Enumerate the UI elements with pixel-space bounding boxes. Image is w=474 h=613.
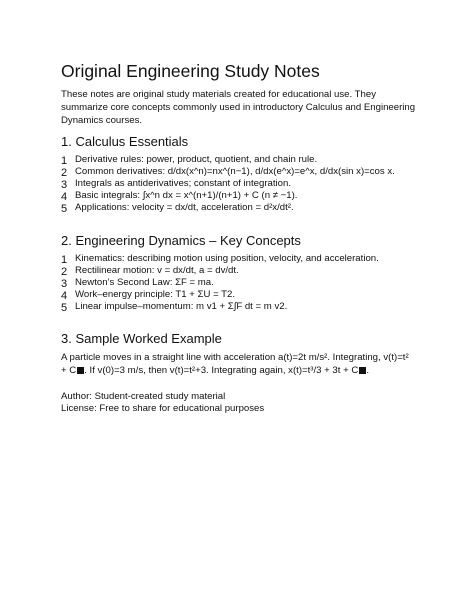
list-item-text: Work–energy principle: T1 + ΣU = T2.	[75, 289, 236, 300]
list-number: 5	[61, 302, 68, 314]
list-number: 3	[61, 179, 68, 191]
list-item-text: Derivative rules: power, product, quotient, and chain rule.	[75, 154, 318, 165]
list-item-text: Common derivatives: d/dx(x^n)=nx^(n−1), d/dx(e^x)=e^x, d/dx(sin x)=cos x.	[75, 166, 395, 177]
list-number: 5	[61, 203, 68, 215]
list-number: 2	[61, 167, 68, 179]
author-line: Author: Student-created study material	[61, 391, 226, 402]
list-item-text: Applications: velocity = dx/dt, acceleration = d²x/dt².	[75, 202, 294, 213]
worked-example-line-2: v(0)=3 m/s, then v(t)=t²+3. Integrating again, x(t)=t³/3 + 3t + C	[97, 365, 359, 376]
list-number: 3	[61, 278, 68, 290]
list-number: 4	[61, 191, 68, 203]
intro-paragraph: These notes are original study materials created for educational use. They summarize core concepts commonly used in introductory Calculus and Engineering Dynamics courses.	[61, 89, 416, 126]
list-number: 2	[61, 266, 68, 278]
section-heading-dynamics: 2. Engineering Dynamics – Key Concepts	[61, 233, 301, 248]
list-item-text: Integrals as antiderivatives; constant of integration.	[75, 178, 291, 189]
list-number: 4	[61, 290, 68, 302]
worked-example-line-1: A particle moves in a straight line with acceleration a(t)=2t m/s². Integrating, v(t)=t² + C	[61, 352, 409, 376]
list-item-text: Kinematics: describing motion using position, velocity, and acceleration.	[75, 253, 379, 264]
worked-example-paragraph	[61, 351, 411, 377]
worked-example-line-2-tail: .	[366, 365, 369, 376]
list-item-text: Rectilinear motion: v = dx/dt, a = dv/dt.	[75, 265, 239, 276]
list-number: 1	[61, 155, 68, 167]
section-heading-example: 3. Sample Worked Example	[61, 331, 222, 346]
section-heading-calculus: 1. Calculus Essentials	[61, 134, 189, 149]
list-item-text: Basic integrals: ∫x^n dx = x^(n+1)/(n+1) + C (n ≠ −1).	[75, 190, 298, 201]
worked-example-line-1-tail: . If	[84, 365, 95, 376]
page-title: Original Engineering Study Notes	[61, 61, 320, 81]
list-number: 1	[61, 254, 68, 266]
list-item-text: Linear impulse–momentum: m v1 + Σ∫F dt = m v2.	[75, 301, 288, 312]
list-item-text: Newton’s Second Law: ΣF = ma.	[75, 277, 214, 288]
license-line: License: Free to share for educational purposes	[61, 403, 265, 414]
